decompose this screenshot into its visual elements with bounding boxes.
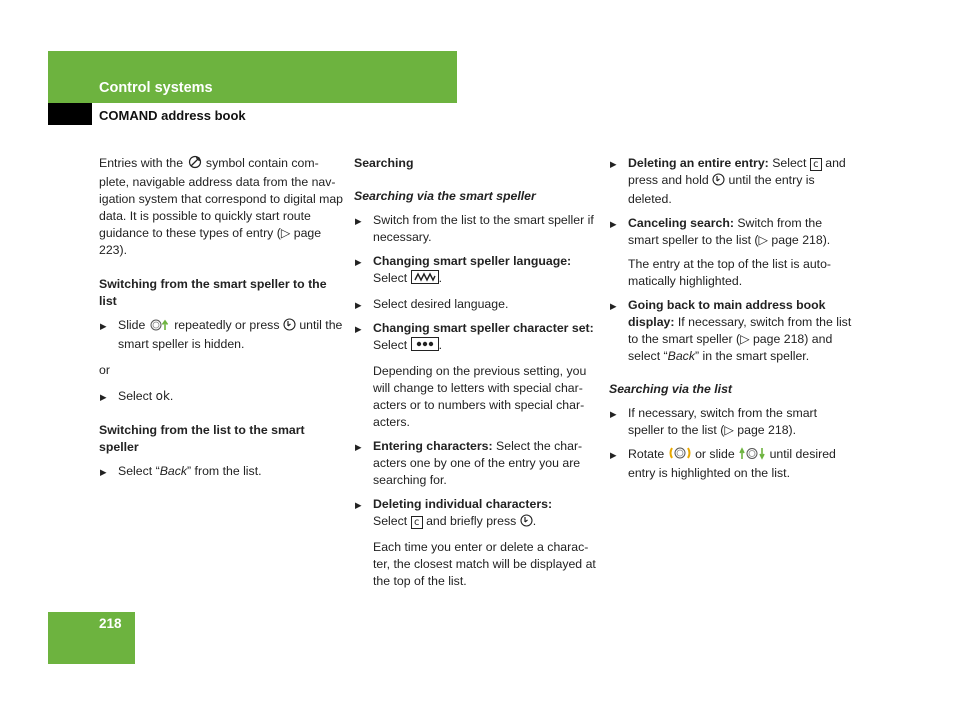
bullet-bold-lead: Changing smart speller language: xyxy=(373,254,572,268)
page-ref: page 218). xyxy=(733,423,797,437)
bullet-text: and briefly press xyxy=(426,514,517,528)
bullet-delete-entire-entry xyxy=(609,155,855,208)
section-title: Control systems xyxy=(99,80,213,96)
page-number: 218 xyxy=(99,616,122,631)
bullet-text: ” from the list. xyxy=(187,464,262,478)
ok-label: ok xyxy=(155,389,170,403)
column-1 xyxy=(99,155,344,487)
paragraph-top-entry: The entry at the top of the list is auto-matically highlighted. xyxy=(628,257,832,288)
period: . xyxy=(169,389,174,403)
bullet-change-charset xyxy=(354,320,600,356)
paragraph-each-time: Each time you enter or delete a charac-ter, the closest match will be displayed at the top of the list. xyxy=(373,540,596,588)
bullet-select-back xyxy=(99,463,344,480)
page-ref-arrow: ▷ xyxy=(758,233,768,247)
language-key-icon xyxy=(411,270,439,289)
period: . xyxy=(532,514,537,528)
page-ref-arrow: ▷ xyxy=(724,423,734,437)
bullet-rotate-or-slide xyxy=(609,446,855,482)
clear-key-icon: c xyxy=(810,158,822,171)
bullet-text: Select the char-acters one by one of the entry you are searching for. xyxy=(373,439,583,487)
joystick-press-icon xyxy=(712,173,725,191)
heading-speller-to-list: Switching from the smart speller to the list xyxy=(99,277,327,308)
bullet-change-language xyxy=(354,253,600,289)
bullet-deleting-characters xyxy=(354,496,600,532)
intro-paragraph xyxy=(99,155,344,259)
bullet-text: or slide xyxy=(695,447,735,461)
heading-via-list: Searching via the list xyxy=(609,382,733,396)
bullet-text: and press and hold xyxy=(628,156,846,187)
bullet-text: Slide xyxy=(118,318,146,332)
bullet-bold-lead: Deleting an entire entry: xyxy=(628,156,769,170)
bullet-canceling-search xyxy=(609,215,855,249)
bullet-bold-lead: Canceling search: xyxy=(628,216,734,230)
paragraph-depending: Depending on the previous setting, you will change to letters with special char-acters or to numbers with special char-acters. xyxy=(373,364,587,429)
bullet-entering-characters xyxy=(354,438,600,489)
bullet-text: Select xyxy=(373,514,408,528)
clear-key-icon: c xyxy=(411,516,423,529)
bullet-bold-lead: Going back to main address book display: xyxy=(628,298,826,329)
header-tab-marker xyxy=(48,103,92,125)
bullet-select-ok xyxy=(99,388,344,405)
subsection-title: COMAND address book xyxy=(99,108,246,123)
bullet-text: Select “ xyxy=(118,464,160,478)
bullet-switch-to-list xyxy=(609,405,855,439)
joystick-press-icon xyxy=(283,318,296,336)
bullet-text: Select xyxy=(373,338,408,352)
intro-text-start: Entries with the xyxy=(99,156,184,170)
bullet-text: until the entry is deleted. xyxy=(628,173,815,206)
period: . xyxy=(438,271,443,285)
bullet-text: If necessary, switch from the smart speller to the list ( xyxy=(628,406,818,437)
bullet-text: If necessary, switch from the list to the smart speller ( xyxy=(628,315,852,346)
bullet-text: Select xyxy=(772,156,807,170)
bullet-text: Switch from the smart speller to the list ( xyxy=(628,216,823,247)
bullet-slide-or-press xyxy=(99,317,344,353)
bullet-bold-lead: Entering characters: xyxy=(373,439,493,453)
bullet-text: until desired entry is highlighted on the list. xyxy=(628,447,836,480)
page-ref: page 218) and select “ xyxy=(628,332,833,363)
back-term: Back xyxy=(667,349,695,363)
character-set-key-icon xyxy=(411,337,439,356)
joystick-slide-up-icon xyxy=(149,319,171,336)
or-text: or xyxy=(99,363,110,377)
bullet-back-to-main xyxy=(609,297,855,365)
bullet-switch-to-speller: ▶ Switch from the list to the smart speller if necessary. xyxy=(354,212,600,246)
heading-searching: Searching xyxy=(354,156,414,170)
bullet-text: Select xyxy=(373,271,408,285)
bullet-text: ” in the smart speller. xyxy=(694,349,810,363)
bullet-bold-lead: Deleting individual characters: xyxy=(373,497,553,511)
page-ref: page 223). xyxy=(99,226,322,257)
page-ref: page 218). xyxy=(768,233,831,247)
column-3 xyxy=(609,155,855,489)
navigation-symbol-icon xyxy=(187,155,203,174)
heading-list-to-speller: Switching from the list to the smart speller xyxy=(99,423,305,454)
joystick-slide-updown-icon xyxy=(738,447,766,465)
joystick-press-icon xyxy=(520,514,533,532)
bullet-text: repeatedly or press xyxy=(174,318,280,332)
bullet-text: Select xyxy=(118,389,153,403)
period: . xyxy=(438,338,443,352)
column-2 xyxy=(354,155,600,597)
back-term: Back xyxy=(159,464,188,478)
bullet-text: until the smart speller is hidden. xyxy=(118,318,343,351)
intro-text-body: symbol contain com-plete, navigable address data from the nav-igation system that correspond to digital map data. It is possible to quickly start route guidance to these types of entry ( xyxy=(99,156,344,240)
bullet-text: Rotate xyxy=(628,447,665,461)
page-ref-arrow: ▷ xyxy=(740,332,750,346)
bullet-bold-lead: Changing smart speller character set: xyxy=(373,321,594,335)
bullet-select-language: ▶ Select desired language. xyxy=(354,296,600,313)
page-ref-arrow: ▷ xyxy=(280,226,291,240)
joystick-rotate-icon xyxy=(668,446,692,465)
heading-via-smart-speller: Searching via the smart speller xyxy=(354,189,536,203)
